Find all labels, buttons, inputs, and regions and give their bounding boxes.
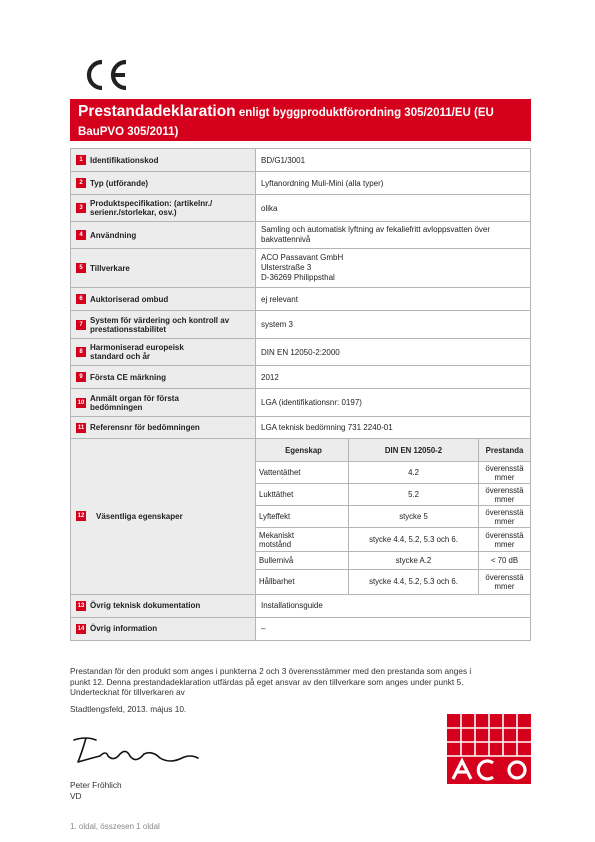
property-name: Bullernivå — [256, 552, 349, 570]
properties-header-row — [256, 439, 530, 462]
property-performance: överensstä — [485, 572, 524, 582]
row-label-cont: serienr./storlekar, osv.) — [90, 208, 177, 217]
property-standard: 4.2 — [349, 462, 479, 484]
row-value: BD/G1/3001 — [256, 149, 531, 172]
property-performance-cont: mmer — [494, 516, 515, 526]
column-header: DIN EN 12050-2 — [349, 439, 479, 462]
property-performance: överensstä — [485, 463, 524, 473]
table-row — [71, 195, 531, 222]
table-row — [71, 339, 531, 366]
row-label: Första CE märkning — [90, 372, 167, 382]
property-performance-cont: mmer — [494, 472, 515, 482]
declaration-header — [70, 99, 531, 141]
row-value: Lyftanordning Muli-Mini (alla typer) — [256, 172, 531, 195]
table-row — [71, 617, 531, 640]
item-number: 4 — [76, 230, 86, 240]
row-value: Installationsguide — [256, 594, 531, 617]
row-label-cont: standard och år — [90, 352, 151, 361]
property-row — [256, 462, 530, 484]
declaration-subtitle-2: BauPVO 305/2011) — [78, 126, 179, 138]
property-performance: överensstä — [485, 530, 524, 540]
property-performance-cont: mmer — [494, 539, 515, 549]
property-performance: överensstä — [485, 507, 524, 517]
row-value: Samling och automatisk lyftning av fekaliefritt avloppsvatten över — [261, 225, 491, 234]
property-standard: stycke 5 — [349, 506, 479, 528]
property-row — [256, 552, 530, 570]
property-performance: < 70 dB — [479, 552, 531, 570]
manufacturer-city: D-36269 Philippsthal — [261, 273, 335, 282]
manufacturer-street: Ulsterstraße 3 — [261, 263, 312, 272]
row-value: 2012 — [256, 366, 531, 389]
essential-properties-cell — [256, 439, 531, 595]
property-row — [256, 528, 530, 552]
signer-block — [70, 780, 122, 801]
row-value-cont: bakvattennivå — [261, 235, 311, 244]
statement-line-3: Undertecknat för tillverkaren av — [70, 687, 185, 697]
table-row — [71, 594, 531, 617]
manufacturer-name: ACO Passavant GmbH — [261, 253, 344, 262]
row-label: Övrig information — [90, 624, 158, 633]
conformity-statement — [70, 666, 520, 698]
row-label: Identifikationskod — [90, 155, 159, 165]
row-value: ej relevant — [256, 288, 531, 311]
table-row — [71, 389, 531, 417]
row-value: system 3 — [256, 311, 531, 339]
property-name: Mekaniskt — [259, 530, 295, 540]
row-label: Referensnr för bedömningen — [90, 423, 200, 432]
row-value: LGA teknisk bedömning 731 2240-01 — [256, 417, 531, 439]
declaration-table — [70, 148, 531, 641]
item-number: 3 — [76, 203, 86, 213]
row-label: Auktoriserad ombud — [90, 294, 169, 304]
item-number: 9 — [76, 372, 86, 382]
property-row — [256, 484, 530, 506]
property-name: Lyfteffekt — [256, 506, 349, 528]
table-row — [71, 366, 531, 389]
item-number: 11 — [77, 424, 85, 431]
item-number: 1 — [76, 155, 86, 165]
row-label: Typ (utförande) — [90, 178, 149, 188]
column-header: Egenskap — [256, 439, 349, 462]
item-number: 2 — [76, 178, 86, 188]
signer-title: VD — [70, 790, 82, 801]
property-performance-cont: mmer — [494, 581, 515, 591]
row-label: Väsentliga egenskaper — [96, 511, 183, 521]
row-label: Produktspecifikation: (artikelnr./ — [90, 199, 213, 208]
row-label: Anmält organ för första — [90, 393, 179, 403]
statement-line-2: punkt 12. Denna prestandadeklaration utfärdas på eget ansvar av den tillverkare som anges under punkt 5. — [70, 676, 464, 687]
row-label-cont: prestationsstabilitet — [90, 324, 167, 334]
table-row — [71, 172, 531, 195]
aco-logo — [447, 714, 531, 784]
table-row — [71, 222, 531, 249]
property-row — [256, 570, 530, 594]
place-and-date: Stadtlengsfeld, 2013. május 10. — [70, 704, 187, 714]
property-row — [256, 506, 530, 528]
page-number: 1. oldal, összesen 1 oldal — [70, 822, 160, 831]
row-label: Övrig teknisk dokumentation — [90, 601, 201, 610]
item-number: 14 — [77, 625, 85, 632]
property-name-cont: motstånd — [259, 539, 292, 549]
property-standard: stycke A.2 — [349, 552, 479, 570]
table-row — [71, 288, 531, 311]
item-number: 12 — [77, 513, 85, 520]
table-row — [71, 311, 531, 339]
property-name: Lukttäthet — [256, 484, 349, 506]
property-standard: stycke 4.4, 5.2, 5.3 och 6. — [349, 570, 479, 594]
table-row — [71, 417, 531, 439]
statement-line-1: Prestandan för den produkt som anges i punkterna 2 och 3 överensstämmer med den prestanda som anges i — [70, 666, 472, 676]
handwritten-signature — [70, 734, 200, 770]
item-number: 7 — [76, 320, 86, 330]
row-value: olika — [256, 195, 531, 222]
signer-name: Peter Fröhlich — [70, 780, 122, 790]
row-label: Tillverkare — [90, 263, 130, 273]
property-name: Vattentäthet — [256, 462, 349, 484]
table-row — [71, 149, 531, 172]
property-standard: 5.2 — [349, 484, 479, 506]
property-standard: stycke 4.4, 5.2, 5.3 och 6. — [349, 528, 479, 552]
item-number: 5 — [76, 263, 86, 273]
row-label: Harmoniserad europeisk — [90, 343, 184, 352]
item-number: 8 — [76, 347, 86, 357]
row-value: – — [256, 617, 531, 640]
property-performance-cont: mmer — [494, 494, 515, 504]
column-header: Prestanda — [479, 439, 531, 462]
item-number: 6 — [76, 294, 86, 304]
table-row — [71, 249, 531, 288]
ce-mark-logo — [82, 58, 130, 92]
declaration-title: Prestandadeklaration — [78, 103, 236, 120]
row-value: DIN EN 12050-2:2000 — [256, 339, 531, 366]
row-label: System för värdering och kontroll av — [90, 315, 230, 325]
item-number: 10 — [77, 399, 85, 406]
property-performance: överensstä — [485, 485, 524, 495]
property-name: Hållbarhet — [256, 570, 349, 594]
row-value: LGA (identifikationsnr: 0197) — [256, 389, 531, 417]
essential-properties-table — [256, 439, 530, 594]
row-label: Användning — [90, 230, 137, 240]
item-number: 13 — [77, 602, 85, 609]
row-label-cont: bedömningen — [90, 402, 143, 412]
table-row — [71, 439, 531, 595]
declaration-subtitle-1: enligt byggproduktförordning 305/2011/EU (EU — [235, 107, 494, 119]
